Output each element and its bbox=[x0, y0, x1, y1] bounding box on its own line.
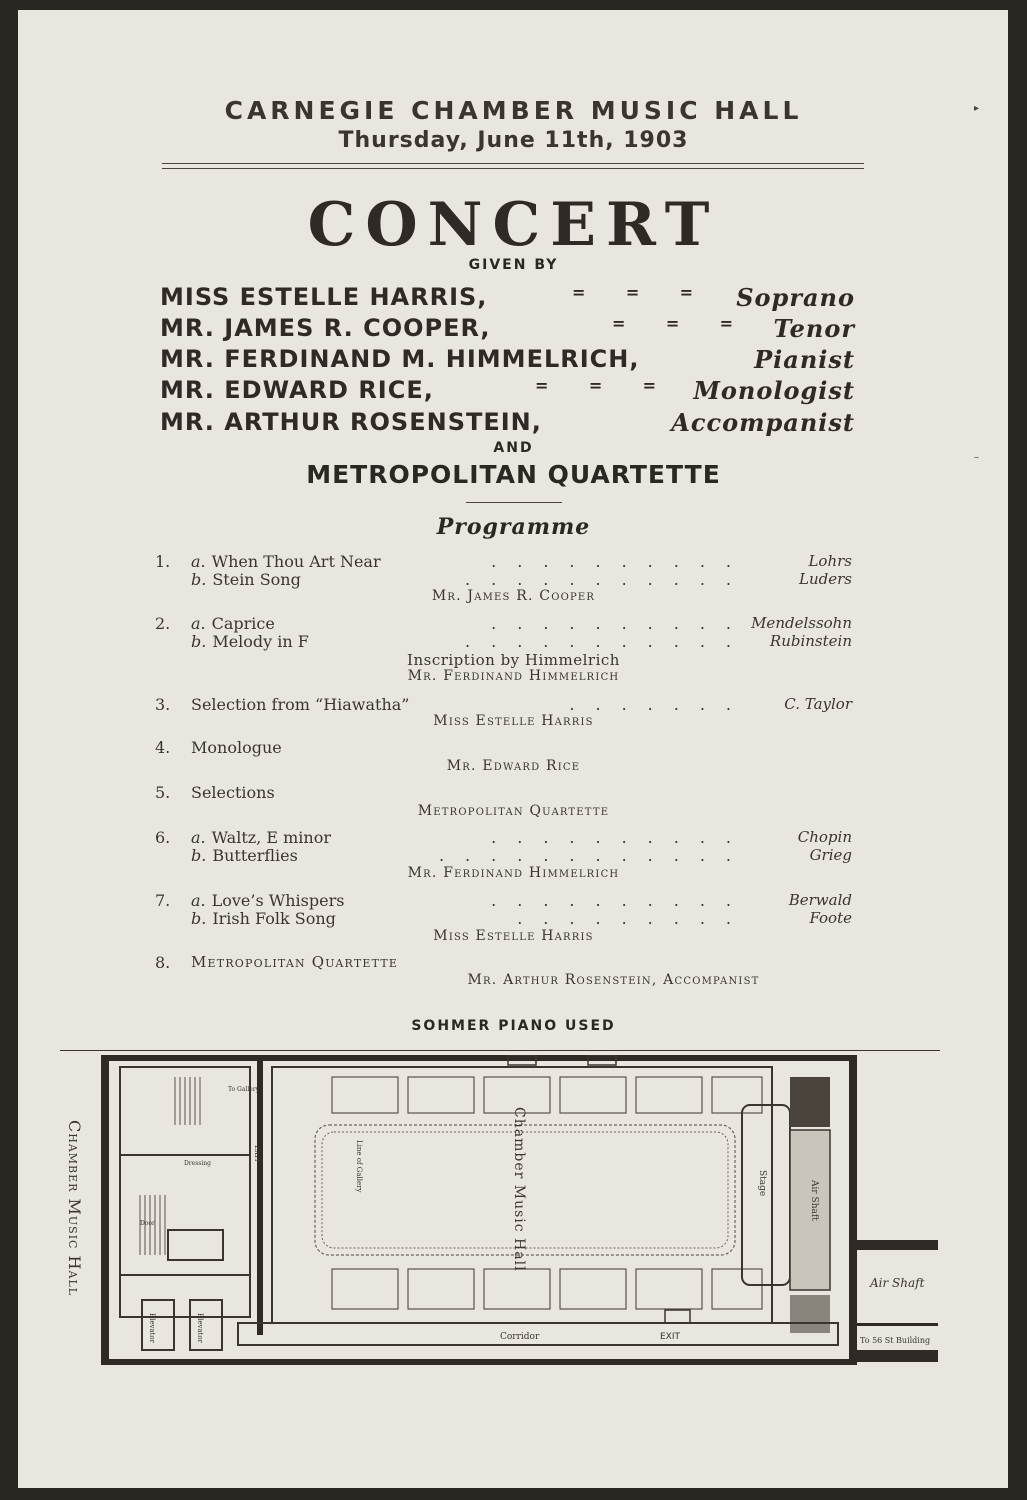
item-composer: Chopin bbox=[797, 828, 852, 846]
stair-hatch bbox=[790, 1295, 830, 1333]
landing bbox=[168, 1230, 223, 1260]
wall-extension bbox=[853, 1323, 938, 1326]
performer-name: MR. EDWARD RICE, bbox=[160, 376, 434, 404]
leader-dots: .......... bbox=[491, 614, 752, 633]
item-note: Inscription by Himmelrich bbox=[407, 651, 620, 669]
concert-date: Thursday, June 11th, 1903 bbox=[338, 128, 689, 153]
item-title: When Thou Art Near bbox=[211, 552, 381, 571]
item-sub: a. bbox=[191, 828, 206, 847]
item-performer: Mr. Ferdinand Himmelrich bbox=[407, 668, 620, 684]
gallery-boxes-top bbox=[332, 1077, 762, 1113]
double-rule-top bbox=[162, 163, 864, 164]
exit-door bbox=[665, 1310, 690, 1323]
item-number: 8. bbox=[155, 953, 171, 972]
performer-role: Pianist bbox=[754, 345, 855, 374]
item-composer: Luders bbox=[799, 570, 852, 588]
door-label: Door bbox=[140, 1220, 155, 1227]
building-label: To 56 St Building bbox=[860, 1336, 931, 1345]
programme-item bbox=[155, 909, 852, 929]
elevator bbox=[190, 1300, 222, 1350]
programme-item bbox=[155, 846, 852, 866]
performer-name: MR. JAMES R. COOPER, bbox=[160, 314, 491, 342]
item-title: Butterflies bbox=[212, 846, 298, 865]
performer-name: MR. ARTHUR ROSENSTEIN, bbox=[160, 408, 542, 436]
item-composer: Foote bbox=[809, 909, 852, 927]
item-performer: Miss Estelle Harris bbox=[433, 713, 594, 729]
leader-dots: ....... bbox=[569, 695, 752, 714]
item-sub: a. bbox=[191, 614, 206, 633]
stair-hatch bbox=[790, 1077, 830, 1127]
corridor-label: Corridor bbox=[500, 1332, 540, 1342]
elevator bbox=[142, 1300, 174, 1350]
item-composer: Rubinstein bbox=[769, 632, 852, 650]
item-performer: Mr. Ferdinand Himmelrich bbox=[407, 865, 620, 881]
exit-bottom-label: EXIT bbox=[660, 1332, 681, 1342]
venue-title: CARNEGIE CHAMBER MUSIC HALL bbox=[224, 96, 803, 125]
item-title: Melody in F bbox=[212, 632, 309, 651]
item-title: Selections bbox=[191, 783, 275, 802]
given-by-label: GIVEN BY bbox=[468, 257, 559, 273]
programme-item bbox=[155, 891, 852, 911]
and-label: AND bbox=[493, 440, 534, 456]
dash-mark: = = = bbox=[535, 376, 658, 395]
piano-note: SOHMER PIANO USED bbox=[411, 1018, 616, 1034]
item-composer: Grieg bbox=[809, 846, 852, 864]
item-performer: Miss Estelle Harris bbox=[433, 928, 594, 944]
item-title: Metropolitan Quartette bbox=[191, 953, 399, 971]
item-number: 1. bbox=[155, 552, 171, 571]
dash-mark: = = = bbox=[612, 314, 735, 333]
double-rule-bottom bbox=[162, 168, 864, 169]
leader-dots: ......... bbox=[517, 909, 752, 928]
gallery-line-label: Line of Gallery bbox=[355, 1140, 363, 1193]
exit-left-label: EXIT bbox=[253, 1145, 261, 1163]
concert-heading: CONCERT bbox=[307, 190, 720, 260]
programme-item bbox=[155, 828, 852, 848]
performer-role: Soprano bbox=[736, 283, 855, 312]
air-shaft-outer-label: Air Shaft bbox=[870, 1276, 925, 1290]
item-sub: b. bbox=[191, 846, 207, 865]
margin-mark: – bbox=[974, 452, 979, 463]
plan-divider bbox=[60, 1050, 940, 1051]
floor-plan bbox=[100, 1055, 945, 1365]
programme-item bbox=[155, 614, 852, 634]
hall-label: Chamber Music Hall bbox=[511, 1107, 527, 1272]
item-performer: Mr. Edward Rice bbox=[446, 758, 581, 774]
item-sub: b. bbox=[191, 909, 207, 928]
item-composer: Berwald bbox=[788, 891, 852, 909]
wall-extension bbox=[853, 1240, 938, 1250]
performer-name: MISS ESTELLE HARRIS, bbox=[160, 283, 488, 311]
programme-item bbox=[155, 570, 852, 590]
item-number: 3. bbox=[155, 695, 171, 714]
programme-item bbox=[155, 695, 852, 715]
margin-mark: ▸ bbox=[973, 103, 979, 114]
item-number: 7. bbox=[155, 891, 171, 910]
programme-item bbox=[155, 552, 852, 572]
item-sub: b. bbox=[191, 632, 207, 651]
item-sub: b. bbox=[191, 570, 207, 589]
performer-line bbox=[160, 314, 855, 344]
ensemble-name: METROPOLITAN QUARTETTE bbox=[306, 460, 721, 489]
item-performer: Mr. Arthur Rosenstein, Accompanist bbox=[467, 972, 760, 988]
performer-line bbox=[160, 345, 855, 375]
stage-label: Stage bbox=[757, 1170, 767, 1197]
item-composer: Lohrs bbox=[808, 552, 852, 570]
item-composer: Mendelssohn bbox=[751, 614, 852, 632]
performer-role: Tenor bbox=[773, 314, 855, 343]
item-composer: C. Taylor bbox=[784, 695, 852, 713]
air-shaft-inner-label: Air Shaft bbox=[809, 1180, 819, 1221]
item-title: Love’s Whispers bbox=[211, 891, 345, 910]
item-performer: Metropolitan Quartette bbox=[417, 803, 610, 819]
programme-heading: Programme bbox=[436, 514, 591, 540]
gallery-label: To Gallery bbox=[228, 1086, 260, 1093]
side-label: Chamber Music Hall bbox=[65, 1120, 84, 1297]
item-number: 2. bbox=[155, 614, 171, 633]
wall-extension bbox=[853, 1350, 938, 1362]
programme-item bbox=[155, 738, 852, 758]
leader-dots: ........... bbox=[465, 632, 752, 651]
item-number: 6. bbox=[155, 828, 171, 847]
performer-line bbox=[160, 408, 855, 438]
item-number: 5. bbox=[155, 783, 171, 802]
programme-item bbox=[155, 632, 852, 652]
item-title: Irish Folk Song bbox=[212, 909, 336, 928]
programme-item bbox=[155, 783, 852, 803]
leader-dots: .......... bbox=[491, 891, 752, 910]
elevator-1-label: Elevator bbox=[148, 1313, 156, 1343]
leader-dots: ............ bbox=[438, 846, 752, 865]
leader-dots: ........... bbox=[465, 570, 752, 589]
gallery-boxes-bottom bbox=[332, 1269, 762, 1309]
leader-dots: .......... bbox=[491, 552, 752, 571]
performer-role: Accompanist bbox=[671, 408, 855, 437]
item-title: Monologue bbox=[191, 738, 282, 757]
programme-item bbox=[155, 953, 852, 973]
elevator-2-label: Elevator bbox=[196, 1313, 204, 1343]
dressing-label: Dressing bbox=[184, 1160, 212, 1167]
item-title: Waltz, E minor bbox=[211, 828, 332, 847]
leader-dots: .......... bbox=[491, 828, 752, 847]
item-performer: Mr. James R. Cooper bbox=[431, 588, 596, 604]
performer-line bbox=[160, 283, 855, 313]
performer-line bbox=[160, 376, 855, 406]
divider bbox=[466, 502, 562, 503]
item-number: 4. bbox=[155, 738, 171, 757]
item-sub: a. bbox=[191, 552, 206, 571]
item-title: Caprice bbox=[211, 614, 275, 633]
performer-role: Monologist bbox=[693, 376, 855, 405]
item-title: Stein Song bbox=[212, 570, 301, 589]
performer-name: MR. FERDINAND M. HIMMELRICH, bbox=[160, 345, 640, 373]
item-sub: a. bbox=[191, 891, 206, 910]
dash-mark: = = = bbox=[572, 283, 695, 302]
item-title: Selection from “Hiawatha” bbox=[191, 695, 410, 714]
